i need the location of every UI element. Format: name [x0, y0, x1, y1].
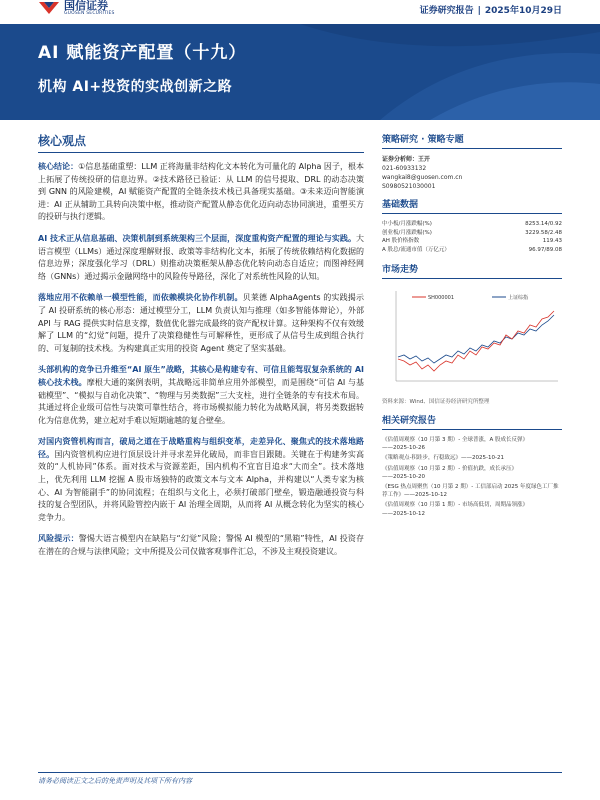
related-report-item[interactable]: 《估值周观察（10 月第 2 期）- 价值抗跌，成长承压》 ——2025-10-20 — [382, 465, 517, 480]
table-row: 中小板/月涨跌幅(%) 8253.14/0.92 — [382, 221, 562, 227]
legend-label-a: SH000001 — [428, 295, 455, 301]
market-trend-title: 市场走势 — [382, 262, 562, 279]
market-trend-chart — [382, 285, 562, 393]
related-report-item[interactable]: 《ESG 热点周聚焦（10 月第 2 期）- 工信部启动 2025 年度绿色工厂推荐工作》——2025-10-12 — [382, 484, 559, 499]
market-trend-svg — [382, 285, 562, 393]
related-report-item[interactable]: 《估值周观察（10 月第 3 期）- 全球普涨，A 股成长反弹》 ——2025-10-26 — [382, 437, 528, 452]
analyst-phone: 021-60933132 — [382, 165, 427, 172]
core-paragraph: 头部机构的竞争已升维至“AI 原生”战略，其核心是构建专有、可信且能驾驭复杂系统的 AI 核心技术栈。摩根大通的案例表明，其战略远非简单应用外部模型，而是围绕“可信 AI 与基础模型”、“模拟与自动化决策”、“物理与另类数据”三大支柱，进行全链条的专有技术布局。其通过将企业级可信性与决策可靠性结合，将市场模拟能力转化为战略风洞，将另类数据转化为信息优势，建立起对手难以短期逾越的复合壁垒。 — [38, 365, 365, 425]
related-report-item[interactable]: 《策略观点-积跬步，行稳致远》——2025-10-21 — [382, 455, 504, 462]
risk-warning: 风险提示：警惕大语言模型内在缺陷与“幻觉”风险；警惕 AI 模型的“黑箱”特性，AI 投资存在潜在的合规与法律风险；文中所提及公司仅做客观事件汇总，不涉及主观投资建议。 — [38, 534, 364, 557]
report-category: 策略研究 · 策略专题 — [382, 132, 562, 149]
report-type: 证券研究报告 — [419, 6, 474, 16]
analyst-info — [382, 155, 562, 191]
legend-label-b: 上证综指 — [508, 295, 529, 301]
table-row: A 股总/流通市值（万亿元） 96.97/89.08 — [382, 246, 562, 253]
analyst-label: 证券分析师： — [382, 156, 419, 163]
table-row: AH 股价格指数 119.43 — [382, 238, 562, 244]
analyst-license: S0980521030001 — [382, 183, 436, 190]
report-meta — [420, 3, 562, 16]
core-views-title: 核心观点 — [38, 132, 364, 153]
series-line-a — [398, 311, 554, 371]
table-row: 创业板/月涨跌幅(%) 3229.58/2.48 — [382, 229, 562, 236]
report-title: AI 赋能资产配置（十九） — [38, 43, 247, 63]
base-data-title: 基础数据 — [382, 197, 562, 214]
series-line-b — [398, 315, 554, 363]
core-paragraph: 落地应用不依赖单一模型性能，而依赖模块化协作机制。贝莱德 AlphaAgents 的实践揭示了 AI 投研系统的核心形态：通过模型分工，LLM 负责认知与推理（如多智能体辩论），外部 API 与 RAG 提供实时信息支撑，数值优化器完成最终的资产配权计算。这种架构不仅有效缓解了 LLM 的“幻觉”问题，提升了决策稳健性与可解释性，更形成了从信号生成到组合执行的、可复制的技术栈。为构建真正实用的投资 Agent 奠定了坚实基础。 — [38, 293, 364, 353]
core-paragraph: AI 技术正从信息基础、决策机制到系统架构三个层面，深度重构资产配置的理论与实践。大语言模型（LLMs）通过深度理解财报、政策等非结构化文本，拓展了传统依赖结构化数据的信息边界；深度强化学习（DRL）则推动决策框架从静态优化转向动态自适应；而图神经网络（GNNs）通过揭示金融网络中的风险传导路径，深化了对系统性风险的认知。 — [38, 233, 364, 281]
top-bar — [0, 0, 600, 24]
report-date: 2025年10月29日 — [484, 6, 562, 16]
core-paragraph: 核心结论：①信息基础重塑：LLM 正将海量非结构化文本转化为可量化的 Alpha 因子，根本上拓展了传统投研的信息边界。②技术路径已验证：从 LLM 的信号提取、DRL 的动态决策到 GNN 的风险建模，AI 赋能资产配置的全链条技术栈已具备现实基础。③未来迈向智能演进：AI 正从辅助工具转向决策中枢，推动资产配置从静态优化迈向动态协同演进，重塑买方的投研与执行逻辑。 — [38, 162, 364, 222]
report-subtitle: 机构 AI+投资的实战创新之路 — [38, 79, 233, 95]
chart-source: 资料来源：Wind、国信证券经济研究所整理 — [382, 399, 490, 405]
logo-english-name: GUOSEN SECURITIES — [64, 11, 115, 16]
disclaimer-footer: 请务必阅读正文之后的免责声明及其项下所有内容 — [38, 772, 562, 786]
base-data-table — [382, 220, 562, 254]
guosen-logo-icon — [38, 0, 60, 16]
analyst-email[interactable]: wangkai8@guosen.com.cn — [382, 174, 463, 181]
title-banner — [0, 24, 600, 120]
core-paragraph: 对国内资管机构而言，破局之道在于战略重构与组织变革，走差异化、聚焦式的技术落地路径。国内资管机构应进行顶层设计并寻求差异化破局，而非盲目跟随。关键在于构建务实高效的“人机协同”体系。面对技术与资源差距，国内机构不宜盲目追求“大而全”。技术落地上，优先利用 LLM 挖掘 A 股市场独特的政策文本与文本 Alpha，并构建以“人类专家为核心、AI 为智能副手”的协同流程；在组织与文化上，必须打破部门壁垒，锻造融通投资与科技的复合型团队，并将风险管控内嵌于 AI 治理全周期，从而将 AI 从概念转化为坚实的核心竞争力。 — [38, 437, 365, 522]
guosen-logo — [38, 0, 115, 17]
sidebar — [382, 132, 562, 520]
analyst-name: 王开 — [418, 156, 431, 163]
core-views-section — [38, 132, 364, 568]
meta-separator: | — [477, 6, 481, 16]
related-reports-title: 相关研究报告 — [382, 413, 562, 430]
logo-chinese-name: 国信证券 — [64, 0, 108, 12]
related-reports-list — [382, 436, 562, 518]
related-report-item[interactable]: 《估值周观察（10 月第 1 期）- 市场高低切，周期品领涨》 ——2025-10-12 — [382, 502, 528, 517]
